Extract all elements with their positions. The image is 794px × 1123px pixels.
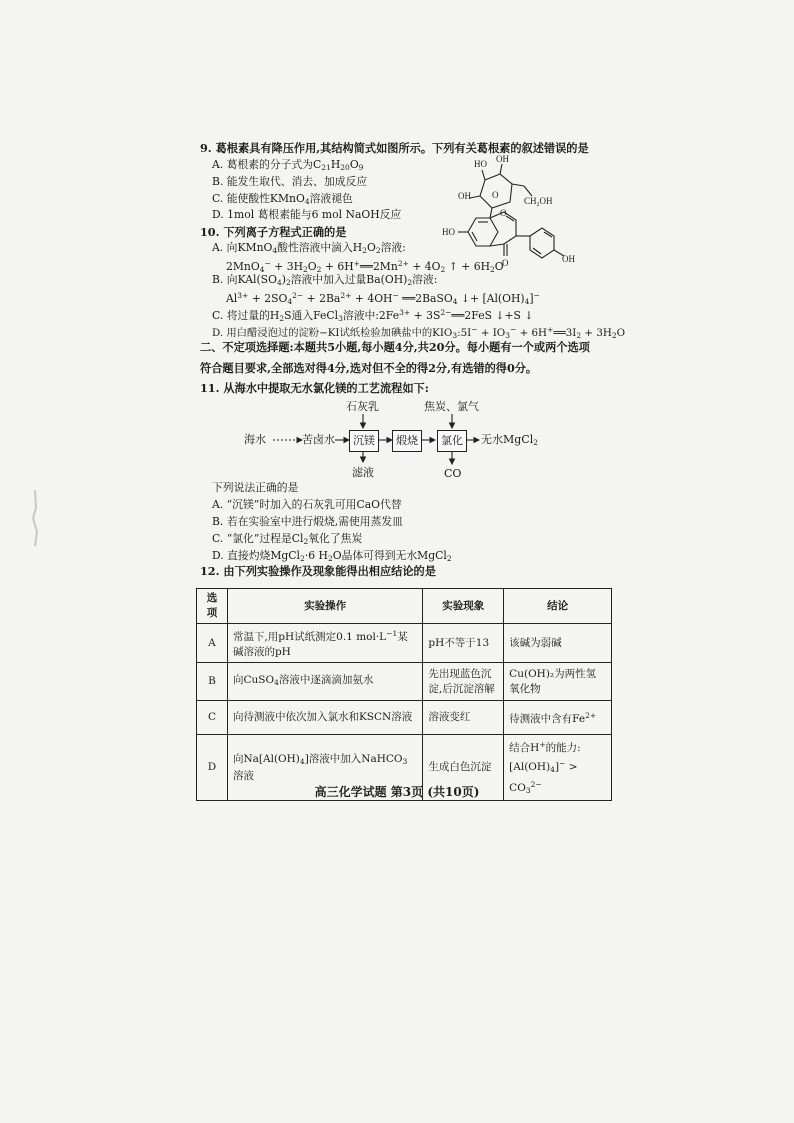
q10-option-c: C. 将过量的$H_2S$通入FeCl$_3$溶液中$:2Fe^{3+}$ + $3S^{2-}══2FeS$ ↓+S ↓: [212, 308, 534, 323]
struct-label-o-sugar: O: [492, 190, 499, 200]
q9-title: 9. 葛根素具有降压作用,其结构简式如图所示。下列有关葛根素的叙述错误的是: [200, 141, 589, 155]
flow-filtrate: 滤液: [352, 466, 374, 479]
q11-title: 11. 从海水中提取无水氯化镁的工艺流程如下:: [200, 381, 429, 395]
flow-lime-milk: 石灰乳: [346, 400, 379, 413]
flow-arrows: [0, 0, 794, 480]
row-a-operation: 常温下,用pH试纸测定0.1 $mol\cdot L^{-1}$某碱溶液的pH: [227, 624, 422, 663]
table-row-a: [197, 624, 612, 663]
q10-option-a-equation: $2MnO_4^- + 3H_2O_2$ + $6H^+══2Mn^{2+} + 4O_2$ ↑ + $6H_2O$: [226, 259, 504, 274]
row-b-phenomenon: 先出现蓝色沉淀,后沉淀溶解: [423, 663, 504, 701]
scan-mark: [28, 488, 42, 548]
row-d-operation: 向$Na[Al(OH)_4]$溶液中加入NaHCO$_3$溶液: [227, 735, 422, 801]
row-a-phenomenon: pH不等于13: [423, 624, 504, 663]
flow-coke-chlorine: 焦炭、氯气: [424, 400, 479, 413]
row-c-conclusion: 待测液中含有$Fe^{2+}$: [504, 701, 612, 735]
q10-option-a-head: A. 向KMnO$_4$酸性溶液中滴入$H_2O_2$溶液:: [212, 241, 406, 255]
row-c-option: C: [197, 701, 228, 735]
struct-label-ho-top: HO: [474, 159, 487, 169]
flow-product: 无水MgCl$_2$: [481, 433, 539, 447]
header-option: 选项: [197, 589, 228, 624]
row-d-conclusion: 结合H+的能力$:[Al(OH)_4]^- > CO_3^{2-}$: [504, 735, 612, 801]
header-operation: 实验操作: [227, 589, 422, 624]
q10-title: 10. 下列离子方程式正确的是: [200, 225, 347, 239]
row-d-option: D: [197, 735, 228, 801]
q9-option-b: B. 能发生取代、消去、加成反应: [212, 175, 368, 188]
q10-option-d: D. 用白醋浸泡过的淀粉−KI试纸检验加碘盐中的$KIO_3:5I^- + IO_3^-$ + $6H^+══3I_2 + 3H_2O$: [212, 325, 626, 340]
section-2-instructions: 二、不定项选择题:本题共5小题,每小题4分,共20分。每小题有一个或两个选项符合题目要求,全部选对得4分,选对但不全的得2分,有选错的得0分。: [200, 340, 590, 375]
struct-label-oh-top: OH: [496, 154, 509, 164]
q10-option-b-head: B. 向$KAl(SO_4)_2$溶液中加入过量$Ba(OH)_2$溶液:: [212, 273, 438, 287]
q9-option-c: C. 能使酸性KMnO$_4$溶液褪色: [212, 192, 353, 206]
flow-box-calcination: 煅烧: [392, 430, 422, 452]
q9-option-d: D. 1mol 葛根素能与6 mol NaOH反应: [212, 208, 402, 221]
q12-experiment-table: [196, 588, 612, 801]
q11-option-a: A. “沉镁”时加入的石灰乳可用CaO代替: [212, 498, 402, 511]
row-c-phenomenon: 溶液变红: [423, 701, 504, 735]
struct-label-o-ring: O: [500, 208, 507, 218]
row-a-option: A: [197, 624, 228, 663]
struct-label-ho-ring: HO: [442, 227, 455, 237]
flow-bittern: 苦卤水: [302, 433, 335, 446]
q11-intro: 下列说法正确的是: [212, 481, 299, 494]
struct-label-oh-left: OH: [458, 191, 471, 201]
q9-option-a: A. 葛根素的分子式为$C_{21}H_{20}O_9$: [212, 158, 364, 172]
flow-box-precipitation: 沉镁: [349, 430, 379, 452]
struct-label-ch2oh: $CH_2OH$: [524, 196, 553, 208]
page-footer: 高三化学试题 第3页 (共10页): [314, 785, 480, 799]
row-b-option: B: [197, 663, 228, 701]
row-b-conclusion: Cu(OH)₂为两性氢氧化物: [504, 663, 612, 701]
row-c-operation: 向待测液中依次加入氯水和KSCN溶液: [227, 701, 422, 735]
q12-title: 12. 由下列实验操作及现象能得出相应结论的是: [200, 564, 436, 578]
q11-option-b: B. 若在实验室中进行煅烧,需使用蒸发皿: [212, 515, 403, 528]
row-a-conclusion: 该碱为弱碱: [504, 624, 612, 663]
flow-seawater: 海水: [244, 433, 266, 446]
flow-co: CO: [444, 467, 462, 480]
flow-box-chlorination: 氯化: [437, 430, 467, 452]
q11-option-d: D. 直接灼烧MgCl$_2$·6 $H_2O$晶体可得到无水MgCl$_2$: [212, 549, 452, 563]
table-row-b: [197, 663, 612, 701]
q10-option-b-equation: $Al^{3+} + 2SO_4^{2-} + 2Ba^{2+} + 4OH^-$ ══2BaSO$_4$ ↓+ $[Al(OH)_4]^-$: [226, 291, 540, 306]
table-header-row: [197, 589, 612, 624]
table-row-c: [197, 701, 612, 735]
struct-label-oh-phenyl: OH: [562, 254, 575, 264]
row-b-operation: 向CuSO$_4$溶液中逐滴滴加氨水: [227, 663, 422, 701]
header-phenomenon: 实验现象: [423, 589, 504, 624]
header-conclusion: 结论: [504, 589, 612, 624]
q11-option-c: C. “氯化”过程是$Cl_2$氧化了焦炭: [212, 532, 363, 546]
row-d-phenomenon: 生成白色沉淀: [423, 735, 504, 801]
struct-label-o-carbonyl: O: [502, 258, 509, 268]
